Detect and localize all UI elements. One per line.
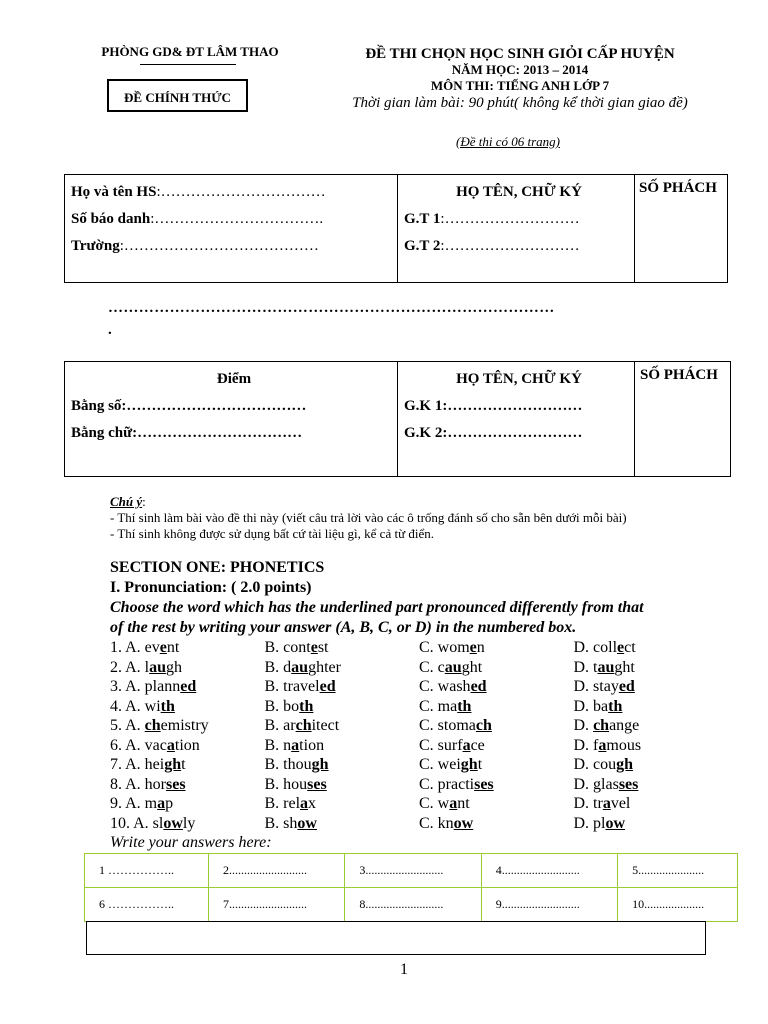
question-row	[110, 638, 730, 658]
answer-option: C. women	[419, 639, 485, 656]
answer-option: B. architect	[264, 717, 340, 734]
note-title-line: Chú ý:	[110, 494, 146, 509]
score-title: Điểm	[216, 371, 252, 387]
answer-option: C. math	[419, 697, 472, 715]
student-info-cell	[65, 175, 398, 283]
underlined-sound: gh	[311, 756, 329, 773]
answer-option: D. glasses	[573, 775, 639, 793]
answer-box-4[interactable]: 4..........................	[481, 854, 617, 888]
answer-option: D. collect	[573, 639, 636, 656]
underlined-sound: a	[291, 736, 300, 754]
answer-option: B. daughter	[264, 658, 341, 676]
underlined-sound: gh	[460, 756, 478, 773]
answer-option: B. both	[264, 697, 314, 715]
underlined-sound: a	[598, 736, 607, 754]
instruction-line-2: of the rest by writing your answer (A, B, C, or D) in the numbered box.	[110, 619, 577, 636]
question-row	[110, 658, 730, 678]
underlined-sound: e	[159, 639, 167, 656]
answer-box-1[interactable]: 1 ……………..	[85, 854, 209, 888]
answer-box-3[interactable]: 3..........................	[345, 854, 481, 888]
write-answers-label: Write your answers here:	[110, 834, 272, 851]
underlined-sound: e	[469, 639, 477, 656]
answer-option: C. weight	[419, 756, 483, 773]
answer-option: D. famous	[573, 736, 642, 754]
instruction-line-1: Choose the word which has the underlined part pronounced differently from that	[110, 599, 644, 616]
underlined-sound: au	[444, 658, 462, 676]
answer-row	[85, 888, 738, 922]
underlined-sound: ow	[605, 814, 626, 832]
student-info-box	[64, 174, 728, 283]
answer-option: C. washed	[419, 678, 487, 695]
answer-option: 6. A. vacation	[110, 736, 200, 754]
answer-box-10[interactable]: 10....................	[618, 888, 738, 922]
underlined-sound: ses	[166, 775, 186, 793]
underlined-sound: gh	[164, 756, 182, 773]
so-phach-label-2: SỐ PHÁCH	[640, 367, 718, 383]
answer-grid	[84, 853, 738, 922]
question-row	[110, 716, 730, 736]
student-number-line: Số báo danh:…………………………….	[71, 211, 324, 227]
underlined-sound: a	[602, 795, 611, 812]
blank-box	[86, 921, 706, 955]
answer-option: 5. A. chemistry	[110, 717, 209, 734]
cut-line: ……………………………………………………………………………	[108, 300, 555, 316]
underlined-sound: a	[166, 736, 175, 754]
answer-row	[85, 854, 738, 888]
supervisor-title: HỌ TÊN, CHỮ KÝ	[456, 184, 582, 200]
underlined-sound: ed	[470, 678, 487, 695]
underlined-sound: ch	[295, 717, 312, 734]
underlined-sound: th	[160, 697, 175, 715]
answer-option: 1. A. event	[110, 639, 180, 656]
underlined-sound: e	[310, 639, 318, 656]
page-number: 1	[400, 961, 408, 978]
underlined-sound: ch	[144, 717, 161, 734]
note-block	[110, 494, 627, 542]
answer-option: D. cough	[573, 756, 634, 773]
underlined-sound: th	[608, 697, 623, 715]
underlined-sound: ed	[319, 678, 336, 695]
cut-line-end: .	[108, 322, 112, 338]
note-line-2: - Thí sinh không được sử dụng bất cứ tài liệu gì, kể cả từ điển.	[110, 526, 435, 541]
supervisor-2-line: G.T 2:………………………	[404, 238, 580, 254]
question-row	[110, 677, 730, 697]
exam-subject: MÔN THI: TIẾNG ANH LỚP 7	[430, 78, 610, 93]
underlined-sound: a	[157, 795, 166, 812]
answer-option: B. houses	[264, 775, 327, 793]
part-title: I. Pronunciation: ( 2.0 points)	[110, 579, 312, 596]
underlined-sound: gh	[616, 756, 634, 773]
student-school-line: Trường:…………………………………	[71, 238, 319, 254]
answer-option: D. plow	[573, 814, 626, 832]
answer-box-9[interactable]: 9..........................	[481, 888, 617, 922]
underlined-sound: ch	[593, 717, 610, 734]
answer-option: 2. A. laugh	[110, 658, 183, 676]
score-cell	[65, 362, 398, 477]
answer-option: B. contest	[264, 639, 329, 656]
underlined-sound: ses	[618, 775, 639, 793]
note-line-1: - Thí sinh làm bài vào đề thi này (viết câu trả lời vào các ô trống đánh số cho sẵn bên dưới mỗi bài)	[110, 510, 627, 525]
answer-option: C. surface	[419, 736, 485, 754]
answer-option: 9. A. map	[110, 795, 174, 812]
exam-title: ĐỀ THI CHỌN HỌC SINH GIỎI CẤP HUYỆN	[365, 46, 675, 62]
answer-option: D. bath	[573, 697, 623, 715]
note-title: Chú ý	[110, 494, 143, 509]
answer-option: B. nation	[264, 736, 325, 754]
examiner-2-line: G.K 2:………………………	[404, 425, 583, 441]
answer-box-6[interactable]: 6 ……………..	[85, 888, 209, 922]
school-year: NĂM HỌC: 2013 – 2014	[451, 62, 589, 77]
answer-box-5[interactable]: 5......................	[618, 854, 738, 888]
official-exam-label: ĐỀ CHÍNH THỨC	[107, 79, 248, 112]
answer-option: B. relax	[264, 795, 317, 812]
department-underline	[140, 64, 236, 65]
answer-option: 7. A. height	[110, 756, 186, 773]
exam-time: Thời gian làm bài: 90 phút( không kể thời gian giao đề)	[352, 95, 688, 111]
exam-header	[328, 46, 712, 112]
underlined-sound: e	[617, 639, 625, 656]
question-row	[110, 794, 730, 814]
answer-box-2[interactable]: 2..........................	[208, 854, 344, 888]
supervisor-cell	[398, 175, 635, 283]
examiner-title: HỌ TÊN, CHỮ KÝ	[456, 371, 582, 387]
answer-option: D. taught	[573, 658, 635, 676]
answer-option: C. know	[419, 814, 474, 832]
underlined-sound: ow	[297, 814, 317, 832]
so-phach-cell-2	[635, 362, 731, 477]
supervisor-1-line: G.T 1:………………………	[404, 211, 580, 227]
examiner-cell	[398, 362, 635, 477]
phonetics-section	[110, 558, 730, 853]
answer-option: B. though	[264, 756, 329, 773]
answer-box-7[interactable]: 7..........................	[208, 888, 344, 922]
answer-option: C. practises	[419, 775, 494, 793]
question-row	[110, 755, 730, 775]
underlined-sound: au	[149, 658, 167, 676]
student-name-line: Họ và tên HS:……………………………	[71, 184, 326, 200]
answer-option: D. travel	[573, 795, 631, 812]
answer-option: 8. A. horses	[110, 775, 186, 793]
question-row	[110, 736, 730, 756]
answer-option: B. show	[264, 814, 317, 832]
underlined-sound: a	[300, 795, 309, 812]
answer-option: B. traveled	[264, 678, 336, 695]
question-row	[110, 814, 730, 834]
underlined-sound: ses	[474, 775, 494, 793]
examiner-1-line: G.K 1:………………………	[404, 398, 583, 414]
question-row	[110, 775, 730, 795]
score-words-line: Bằng chữ:……………………………	[71, 425, 303, 441]
page-count-note: (Đề thi có 06 trang)	[456, 134, 560, 149]
underlined-sound: ed	[180, 678, 197, 695]
underlined-sound: ed	[618, 678, 635, 695]
underlined-sound: th	[457, 697, 472, 715]
answer-box-8[interactable]: 8..........................	[345, 888, 481, 922]
score-number-line: Bằng số:………………………………	[71, 398, 307, 414]
underlined-sound: a	[462, 736, 471, 754]
underlined-sound: au	[597, 658, 615, 676]
underlined-sound: ow	[163, 814, 183, 832]
answer-option: C. want	[419, 795, 470, 812]
underlined-sound: ses	[307, 775, 327, 793]
answer-option: 3. A. planned	[110, 678, 197, 695]
question-list	[110, 638, 730, 833]
question-row	[110, 697, 730, 717]
underlined-sound: au	[291, 658, 309, 676]
answer-option: D. stayed	[573, 678, 635, 695]
section-title: SECTION ONE: PHONETICS	[110, 559, 325, 576]
answer-option: 10. A. slowly	[110, 814, 196, 832]
department-name: PHÒNG GD& ĐT LÂM THAO	[101, 44, 279, 59]
underlined-sound: th	[299, 697, 314, 715]
underlined-sound: ch	[475, 717, 492, 734]
answer-option: D. change	[573, 717, 640, 734]
so-phach-label: SỐ PHÁCH	[639, 180, 717, 196]
score-box	[64, 361, 731, 477]
answer-option: C. stomach	[419, 717, 492, 734]
underlined-sound: a	[449, 795, 458, 812]
so-phach-cell	[635, 175, 728, 283]
answer-option: 4. A. with	[110, 697, 175, 715]
underlined-sound: ow	[453, 814, 474, 832]
answer-option: C. caught	[419, 658, 483, 676]
